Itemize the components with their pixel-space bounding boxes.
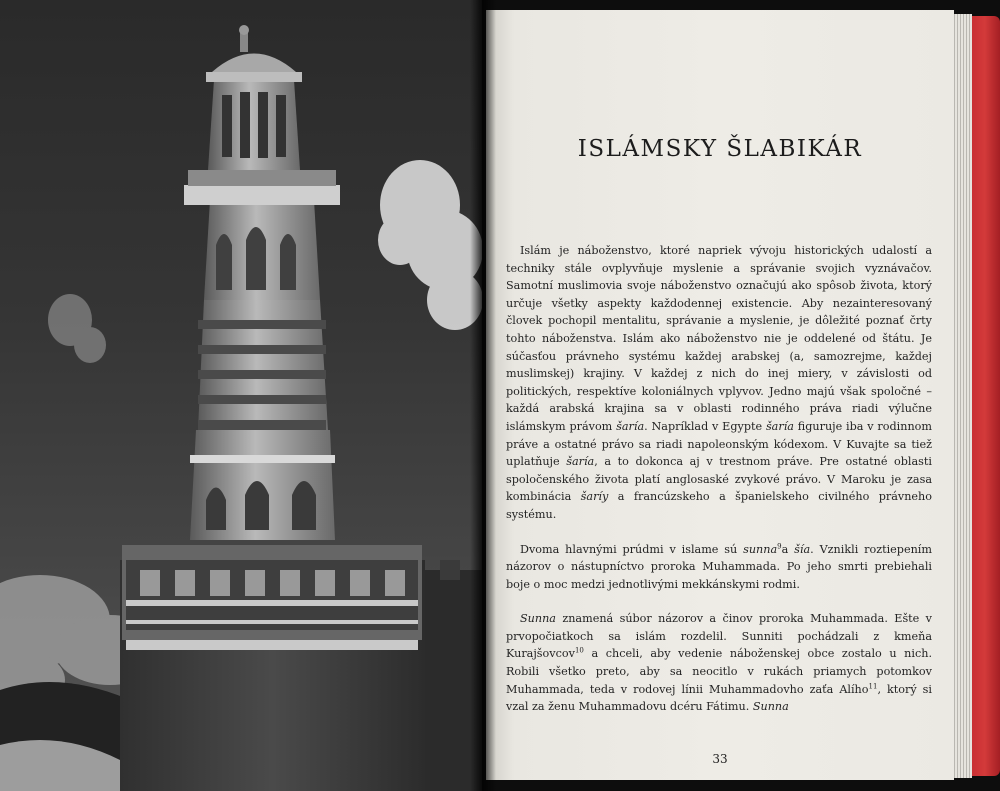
italic-term: šaría (616, 419, 645, 433)
cloud-right (378, 160, 482, 330)
italic-term: šía (794, 542, 811, 556)
text-run: figuruje iba v rodinnom práve a ostatné právo sa riadi napoleonským kódexom. V Kuvajte sa tiež uplatňuje (506, 419, 932, 469)
body-text (506, 242, 932, 716)
paragraph (506, 242, 932, 524)
italic-term: šaríy (580, 490, 609, 504)
footnote-marker: 11 (868, 681, 878, 690)
italic-term: Sunna (520, 612, 556, 626)
page-stack-edges (952, 14, 972, 778)
text-page (486, 10, 954, 780)
italic-term: šaría (765, 419, 794, 433)
text-run: . Vznikli roztiepením názorov o nástupníctvo proroka Muhammada. Po jeho smrti prebiehali boje o moc medzi jednotlivými mekkánskymi rodmi. (506, 542, 932, 591)
paragraph (506, 541, 932, 594)
chapter-title: ISLÁMSKY ŠLABIKÁR (577, 136, 863, 162)
text-run: a (781, 542, 795, 556)
italic-term: Sunna (752, 700, 789, 714)
page-number: 33 (712, 752, 728, 766)
paragraph (506, 610, 932, 716)
text-run: a chceli, aby vedenie náboženskej obce zostalo u nich. Robili všetko preto, aby sa neocitlo v rukách priamych potomkov Muhammada, teda v rodovej línii Muhammadovho zaťa Alího (506, 647, 932, 696)
text-run: a francúzskeho a španielskeho civilného právneho systému. (506, 490, 932, 521)
text-run: Islám je náboženstvo, ktoré napriek vývoju historických udalostí a techniky stále ovplyvňuje myslenie a správanie svojich vyznávačov. Samotní muslimovia svoje náboženstvo označujú ako spôsob života, ktorý určuje všetky aspekty každodennej existencie. Aby nezainteresovaný človek pochopil mentalitu, správanie a myslenie, je dôležité poznať črty tohto náboženstva. Islám ako náboženstvo nie je oddelené od štátu. Je súčasťou právneho systému každej arabskej (a, samozrejme, každej muslimskej) krajiny. V každej z nich do inej miery, v závislosti od politických, respektíve koloniálnych vplyvov. Jedno majú však spoločné – každá arabská krajina sa v oblasti rodinného práva riadi výlučne islámskym právom (506, 244, 932, 433)
text-run: , a to dokonca aj v trestnom práve. Pre ostatné oblasti spoločenského života platí anglosaské zvykové právo. V Maroku je zasa kombinácia (506, 455, 932, 504)
cloud-left (48, 294, 106, 363)
text-run: , ktorý si vzal za ženu Muhammadovu dcéru Fátimu. (506, 682, 932, 714)
minaret-photograph (0, 0, 482, 791)
text-run: znamená súbor názorov a činov proroka Muhammada. Ešte v prvopočiatkoch sa islám rozdelil. Sunniti pochádzali z kmeňa Kurajšovcov (506, 612, 932, 661)
book-gutter-shadow (470, 0, 496, 791)
text-run: Dvoma hlavnými prúdmi v islame sú (520, 542, 744, 556)
minaret-illustration (0, 0, 482, 791)
italic-term: sunna (743, 542, 778, 556)
footnote-marker: 9 (777, 541, 782, 550)
footnote-marker: 10 (574, 646, 584, 655)
text-run: . Napríklad v Egypte (644, 419, 766, 433)
italic-term: šaría (566, 455, 595, 469)
